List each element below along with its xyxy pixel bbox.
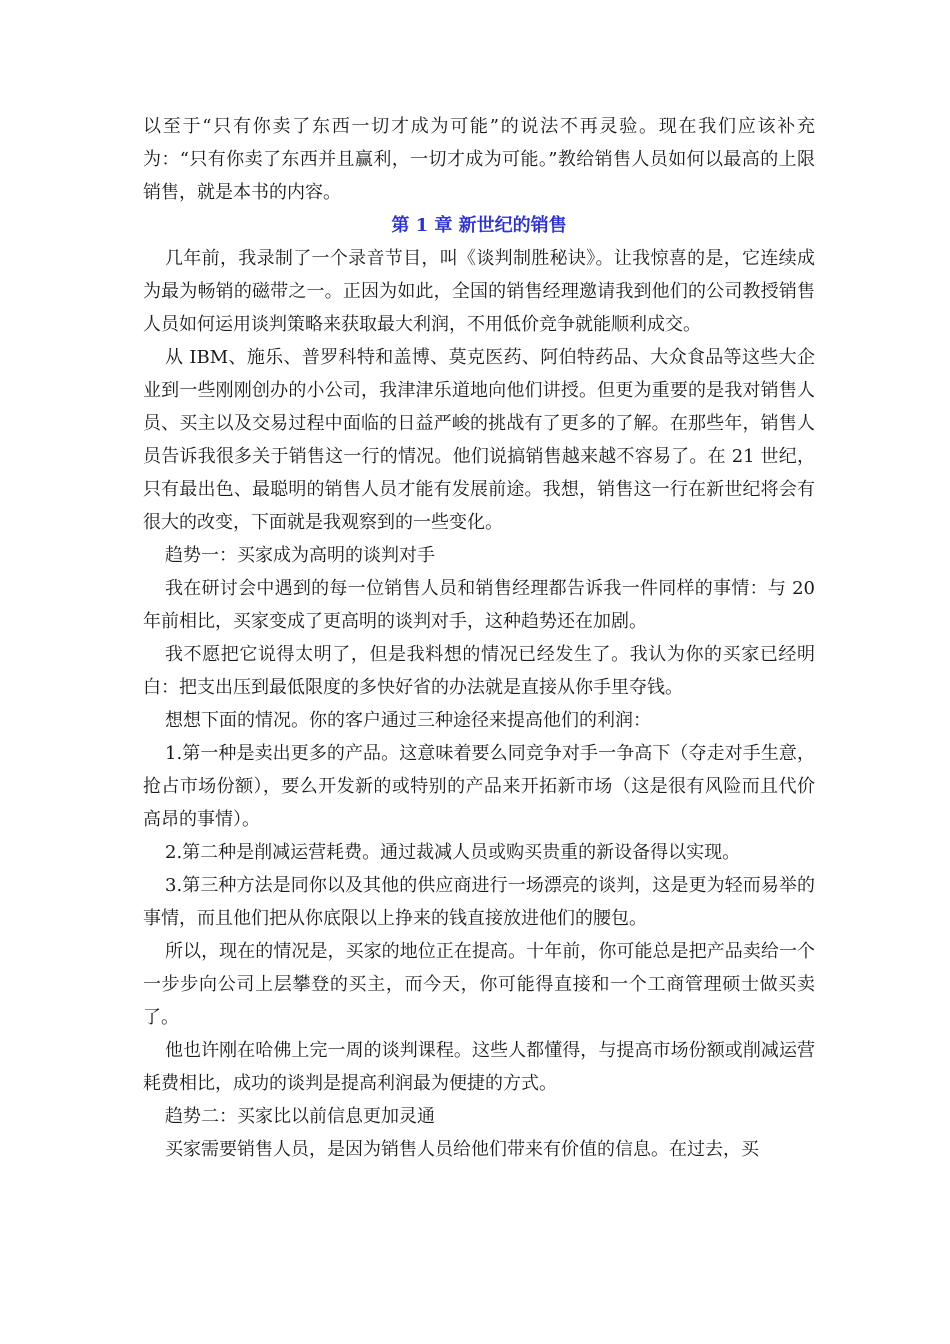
- trend2-heading: 趋势二：买家比以前信息更加灵通: [165, 1106, 435, 1127]
- document-page: [143, 110, 815, 1166]
- body-paragraph: 我在研讨会中遇到的每一位销售人员和销售经理都告诉我一件同样的事情：与 20 年前相比，买家变成了更高明的谈判对手，这种趋势还在加剧。: [143, 578, 815, 632]
- trend1-heading: 趋势一：买家成为高明的谈判对手: [165, 545, 435, 566]
- list-item-paragraph: 3.第三种方法是同你以及其他的供应商进行一场漂亮的谈判，这是更为轻而易举的事情，而且他们把从你底限以上挣来的钱直接放进他们的腰包。: [143, 875, 815, 929]
- intro-continuation-paragraph: 以至于“只有你卖了东西一切才成为可能”的说法不再灵验。现在我们应该补充为：“只有你卖了东西并且赢利，一切才成为可能。”教给销售人员如何以最高的上限销售，就是本书的内容。: [143, 116, 815, 203]
- body-paragraph: 所以，现在的情况是，买家的地位正在提高。十年前，你可能总是把产品卖给一个一步步向公司上层攀登的买主，而今天，你可能得直接和一个工商管理硕士做买卖了。: [143, 941, 815, 1028]
- body-paragraph: 想想下面的情况。你的客户通过三种途径来提高他们的利润：: [165, 710, 651, 731]
- list-item-paragraph: 1.第一种是卖出更多的产品。这意味着要么同竞争对手一争高下（夺走对手生意，抢占市场份额），要么开发新的或特别的产品来开拓新市场（这是很有风险而且代价高昂的事情）。: [143, 743, 815, 830]
- list-item-paragraph: 2.第二种是削减运营耗费。通过裁减人员或购买贵重的新设备得以实现。: [165, 842, 741, 863]
- body-paragraph: 几年前，我录制了一个录音节目，叫《谈判制胜秘诀》。让我惊喜的是，它连续成为最为畅销的磁带之一。正因为如此，全国的销售经理邀请我到他们的公司教授销售人员如何运用谈判策略来获取最大利润，不用低价竞争就能顺利成交。: [143, 248, 815, 335]
- body-paragraph: 从 IBM、施乐、普罗科特和盖博、莫克医药、阿伯特药品、大众食品等这些大企业到一些刚刚创办的小公司，我津津乐道地向他们讲授。但更为重要的是我对销售人员、买主以及交易过程中面临的日益严峻的挑战有了更多的了解。在那些年，销售人员告诉我很多关于销售这一行的情况。他们说搞销售越来越不容易了。在 21 世纪，只有最出色、最聪明的销售人员才能有发展前途。我想，销售这一行在新世纪将会有很大的改变，下面就是我观察到的一些变化。: [143, 347, 815, 533]
- body-paragraph: 他也许刚在哈佛上完一周的谈判课程。这些人都懂得，与提高市场份额或削减运营耗费相比，成功的谈判是提高利润最为便捷的方式。: [143, 1040, 815, 1094]
- body-paragraph: 买家需要销售人员，是因为销售人员给他们带来有价值的信息。在过去，买: [165, 1139, 759, 1160]
- body-paragraph: 我不愿把它说得太明了，但是我料想的情况已经发生了。我认为你的买家已经明白：把支出压到最低限度的多快好省的办法就是直接从你手里夺钱。: [143, 644, 815, 698]
- chapter-title: 第 1 章 新世纪的销售: [391, 215, 567, 236]
